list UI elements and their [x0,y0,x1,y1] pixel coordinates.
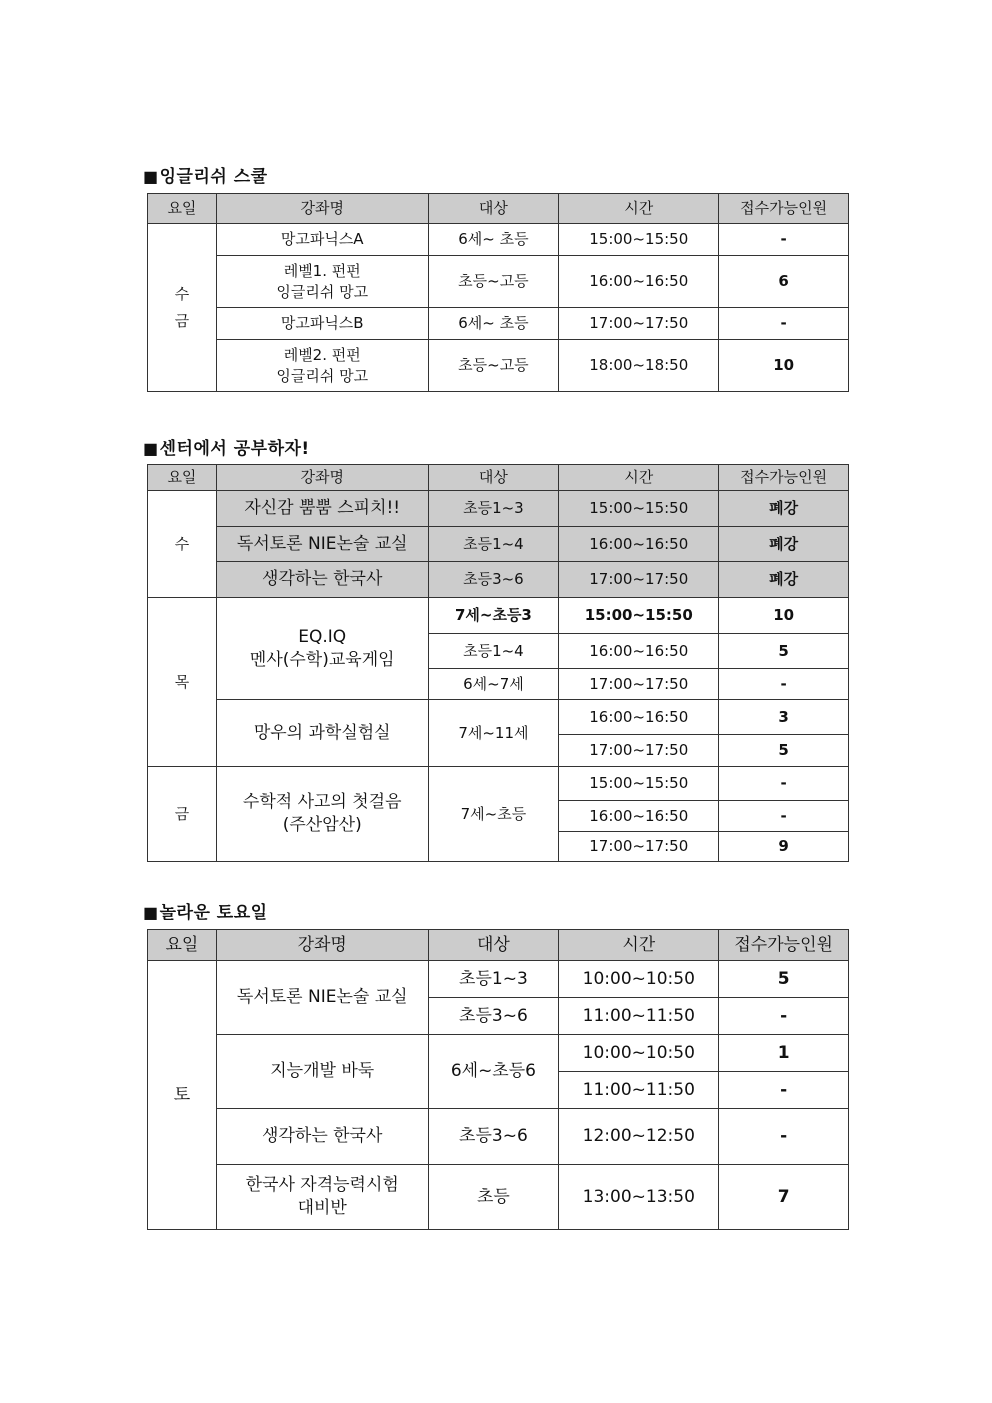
target-cell: 초등~고등 [428,340,559,392]
time-cell: 13:00~13:50 [559,1165,719,1230]
table-row [148,491,849,527]
capacity-cell: 1 [719,1035,849,1072]
capacity-cell: 7 [719,1165,849,1230]
target-cell: 초등1~3 [428,491,559,527]
table-row [148,562,849,598]
time-cell: 10:00~10:50 [559,1035,719,1072]
time-cell: 17:00~17:50 [559,562,719,598]
table-row [148,256,849,308]
saturday-table [147,929,849,1230]
header-capacity: 접수가능인원 [719,465,849,491]
course-name: 레벨2. 펀펀 잉글리쉬 망고 [216,340,428,392]
target-cell: 6세~ 초등 [428,308,559,340]
time-cell: 16:00~16:50 [559,801,719,832]
course-name: 한국사 자격능력시험 대비반 [216,1165,428,1230]
capacity-cell: 9 [719,832,849,862]
header-course: 강좌명 [216,465,428,491]
table-row [148,700,849,735]
capacity-cell: - [719,669,849,700]
center-study-table [147,464,849,862]
header-course: 강좌명 [216,930,428,961]
target-cell: 초등3~6 [428,1109,559,1165]
course-name: 자신감 뿜뿜 스피치!! [216,491,428,527]
course-name: 망우의 과학실험실 [216,700,428,767]
time-cell: 17:00~17:50 [559,308,719,340]
course-name: EQ.IQ 멘사(수학)교육게임 [216,598,428,700]
capacity-cell: 폐강 [719,491,849,527]
header-capacity: 접수가능인원 [719,930,849,961]
english-school-table [147,193,849,392]
capacity-cell: 5 [719,634,849,669]
capacity-cell: - [719,998,849,1035]
capacity-cell: - [719,801,849,832]
course-name: 레벨1. 펀펀 잉글리쉬 망고 [216,256,428,308]
section-title-english: ■잉글리쉬 스쿨 [143,167,268,187]
header-target: 대상 [428,194,559,224]
day-cell: 금 [148,767,217,862]
table-row [148,527,849,562]
time-cell: 16:00~16:50 [559,634,719,669]
target-cell: 7세~11세 [428,700,559,767]
time-cell: 17:00~17:50 [559,669,719,700]
capacity-cell: 5 [719,735,849,767]
table-row [148,767,849,801]
day-cell: 수 금 [148,224,217,392]
section-title-saturday: ■놀라운 토요일 [143,903,268,923]
target-cell: 초등1~4 [428,527,559,562]
table-header-row [148,194,849,224]
capacity-cell: 3 [719,700,849,735]
target-cell: 6세~ 초등 [428,224,559,256]
table-row [148,1035,849,1072]
header-target: 대상 [428,930,559,961]
header-day: 요일 [148,194,217,224]
table-row [148,340,849,392]
time-cell: 11:00~11:50 [559,1072,719,1109]
course-name: 독서토론 NIE논술 교실 [216,961,428,1035]
target-cell: 초등~고등 [428,256,559,308]
course-name: 수학적 사고의 첫걸음 (주산암산) [216,767,428,862]
capacity-cell: - [719,1109,849,1165]
header-time: 시간 [559,930,719,961]
course-name: 독서토론 NIE논술 교실 [216,527,428,562]
target-cell: 초등3~6 [428,562,559,598]
header-course: 강좌명 [216,194,428,224]
table-row [148,1165,849,1230]
capacity-cell: - [719,1072,849,1109]
time-cell: 17:00~17:50 [559,735,719,767]
section-title-center: ■센터에서 공부하자! [143,439,310,459]
table-header-row [148,465,849,491]
header-capacity: 접수가능인원 [719,194,849,224]
capacity-cell: 6 [719,256,849,308]
table-row [148,961,849,998]
time-cell: 15:00~15:50 [559,224,719,256]
target-cell: 초등1~3 [428,961,559,998]
table-row [148,598,849,634]
day-cell: 목 [148,598,217,767]
target-cell: 초등1~4 [428,634,559,669]
header-day: 요일 [148,465,217,491]
capacity-cell: 폐강 [719,562,849,598]
time-cell: 15:00~15:50 [559,598,719,634]
course-name: 지능개발 바둑 [216,1035,428,1109]
time-cell: 11:00~11:50 [559,998,719,1035]
target-cell: 7세~초등 [428,767,559,862]
time-cell: 12:00~12:50 [559,1109,719,1165]
course-name: 망고파닉스B [216,308,428,340]
time-cell: 10:00~10:50 [559,961,719,998]
time-cell: 16:00~16:50 [559,256,719,308]
day-cell: 수 [148,491,217,598]
target-cell: 초등 [428,1165,559,1230]
target-cell: 7세~초등3 [428,598,559,634]
table-row [148,308,849,340]
capacity-cell: - [719,308,849,340]
course-name: 망고파닉스A [216,224,428,256]
day-cell: 토 [148,961,217,1230]
capacity-cell: 10 [719,598,849,634]
capacity-cell: - [719,224,849,256]
time-cell: 16:00~16:50 [559,527,719,562]
capacity-cell: 10 [719,340,849,392]
target-cell: 6세~초등6 [428,1035,559,1109]
table-row [148,1109,849,1165]
time-cell: 18:00~18:50 [559,340,719,392]
capacity-cell: 폐강 [719,527,849,562]
time-cell: 15:00~15:50 [559,767,719,801]
time-cell: 16:00~16:50 [559,700,719,735]
header-time: 시간 [559,194,719,224]
course-name: 생각하는 한국사 [216,1109,428,1165]
capacity-cell: 5 [719,961,849,998]
time-cell: 15:00~15:50 [559,491,719,527]
header-day: 요일 [148,930,217,961]
target-cell: 초등3~6 [428,998,559,1035]
table-row [148,224,849,256]
time-cell: 17:00~17:50 [559,832,719,862]
header-time: 시간 [559,465,719,491]
course-name: 생각하는 한국사 [216,562,428,598]
capacity-cell: - [719,767,849,801]
table-header-row [148,930,849,961]
target-cell: 6세~7세 [428,669,559,700]
header-target: 대상 [428,465,559,491]
